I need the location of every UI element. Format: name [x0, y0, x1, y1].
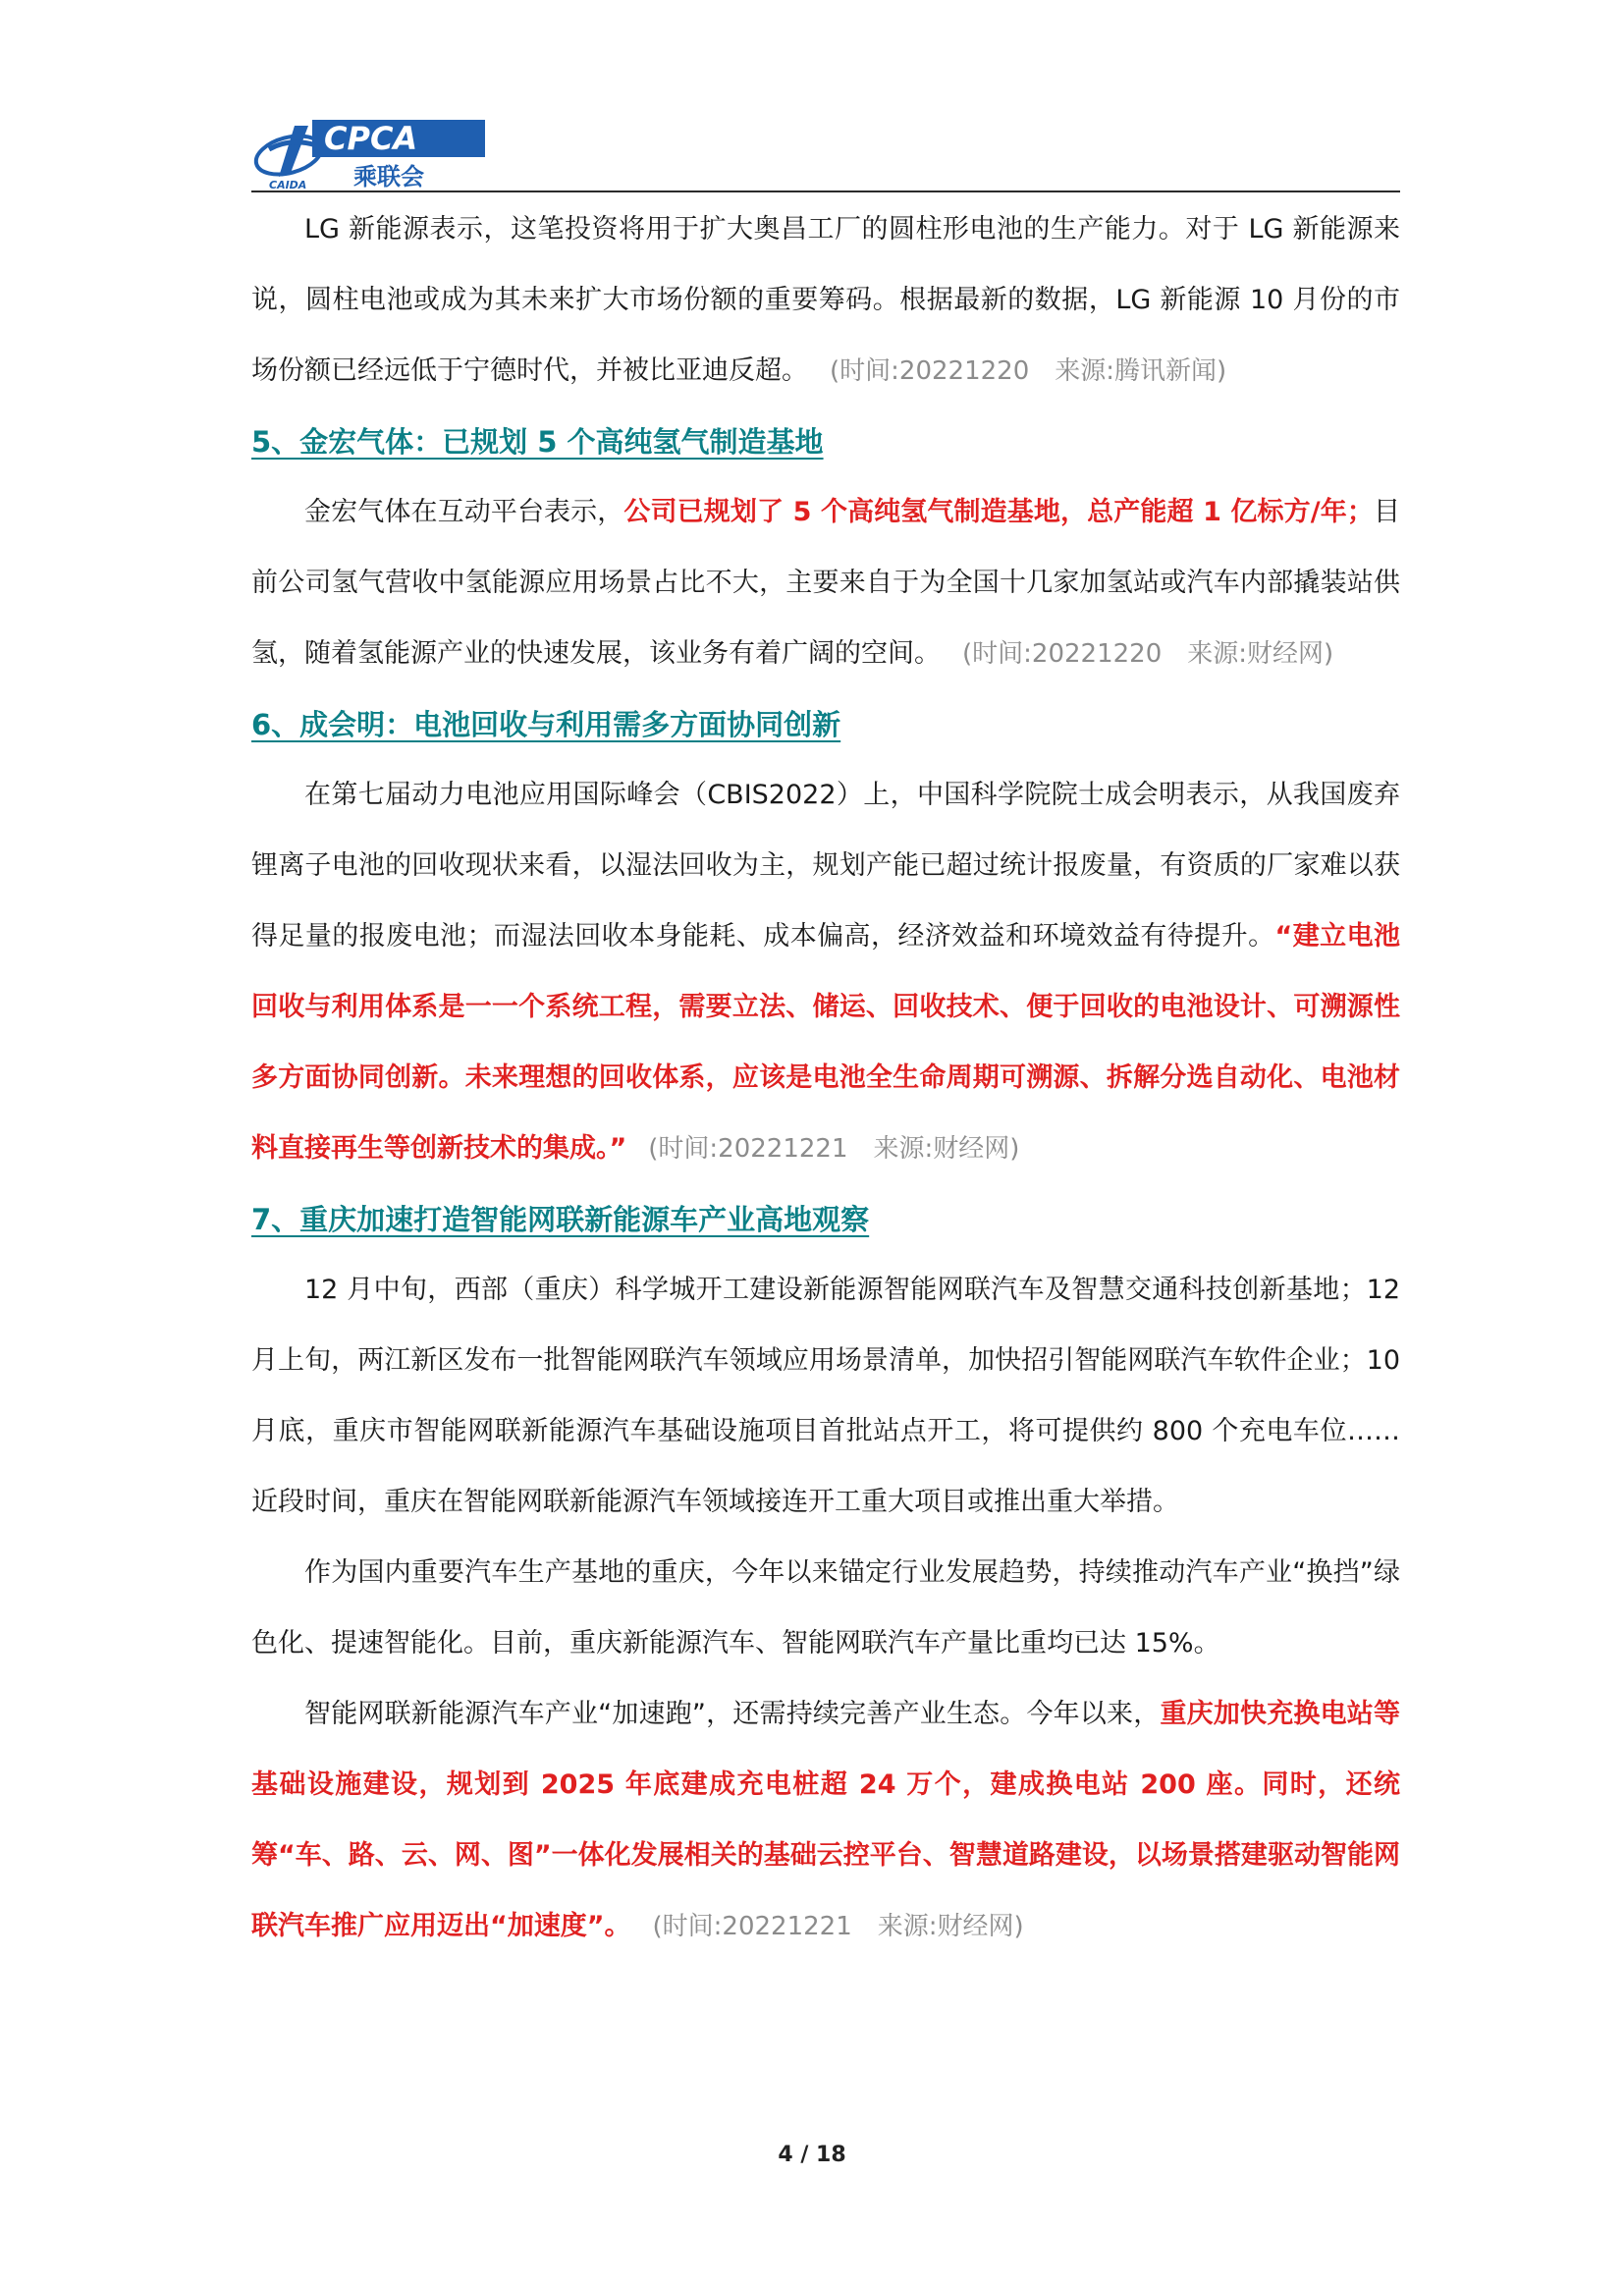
section-title-6: 6、成会明：电池回收与利用需多方面协同创新: [251, 708, 841, 741]
section-title-5: 5、金宏气体：已规划 5 个高纯氢气制造基地: [251, 425, 824, 459]
paragraph-chongqing-3: [251, 1679, 1400, 1962]
paragraph-emphasis: 公司已规划了 5 个高纯氢气制造基地，总产能超 1 亿标方/年；: [623, 497, 1374, 527]
source-name: 来源:财经网): [877, 1912, 1024, 1941]
paragraph-emphasis: 重庆加快充换电站等基础设施建设，规划到 2025 年底建成充电桩超 24 万个，建成换电站 200 座。同时，还统筹“车、路、云、网、图”一体化发展相关的基础云控平台、智慧道路建设，以场景搭建驱动智能网联汽车推广应用迈出“加速度”。: [251, 1699, 1401, 1941]
article-body: [251, 194, 1400, 1962]
paragraph-text: 目前公司氢气营收中氢能源应用场景占比不大，主要来自于为全国十几家加氢站或汽车内部撬装站供氢，随着氢能源产业的快速发展，该业务有着广阔的空间。: [251, 497, 1400, 669]
paragraph-lead: 在第七届动力电池应用国际峰会（CBIS2022）上，中国科学院院士成会明表示，从我国废弃锂离子电池的回收现状来看，以湿法回收为主，规划产能已超过统计报废量，有资质的厂家难以获得足量的报废电池；而湿法回收本身能耗、成本偏高，经济效益和环境效益有待提升。: [251, 780, 1400, 952]
paragraph-jinhong: [251, 477, 1400, 689]
header-rule: [251, 190, 1400, 192]
paragraph-chongqing-1: 12 月中旬，西部（重庆）科学城开工建设新能源智能网联汽车及智慧交通科技创新基地；12 月上旬，两江新区发布一批智能网联汽车领域应用场景清单，加快招引智能网联汽车软件企业；10 月底，重庆市智能网联新能源汽车基础设施项目首批站点开工，将可提供约 800 个充电车位……近段时间，重庆在智能网联新能源汽车领域接连开工重大项目或推出重大举措。: [251, 1275, 1400, 1517]
source-note: [648, 1134, 1019, 1164]
source-name: 来源:腾讯新闻): [1055, 356, 1227, 386]
source-note: [653, 1912, 1024, 1941]
paragraph-lead: 金宏气体在互动平台表示，: [304, 497, 624, 527]
paragraph-lg-energy: [251, 194, 1400, 407]
source-note: [962, 639, 1333, 669]
source-name: 来源:财经网): [1187, 639, 1334, 669]
source-time: (时间:20221220: [830, 356, 1030, 386]
source-time: (时间:20221221: [652, 1912, 852, 1941]
page-header: [251, 108, 1400, 190]
logo-text: CPCA: [324, 120, 418, 157]
logo-mark-text: CAIDA: [269, 179, 307, 190]
page-number: 4 / 18: [778, 2143, 846, 2167]
paragraph-chongqing-2: 作为国内重要汽车生产基地的重庆，今年以来锚定行业发展趋势，持续推动汽车产业“换挡”绿色化、提速智能化。目前，重庆新能源汽车、智能网联汽车产量比重均已达 15%。: [251, 1557, 1400, 1659]
paragraph-emphasis: “建立电池回收与利用体系是一一个系统工程，需要立法、储运、回收技术、便于回收的电池设计、可溯源性多方面协同创新。未来理想的回收体系，应该是电池全生命周期可溯源、拆解分选自动化、电池材料直接再生等创新技术的集成。”: [251, 921, 1400, 1164]
source-name: 来源:财经网): [873, 1134, 1020, 1164]
source-time: (时间:20221220: [962, 639, 1163, 669]
source-note: [830, 356, 1226, 386]
source-time: (时间:20221221: [648, 1134, 848, 1164]
paragraph-battery-recycling: [251, 760, 1400, 1184]
logo-subtext: 乘联会: [353, 163, 424, 190]
paragraph-lead: 智能网联新能源汽车产业“加速跑”，还需持续完善产业生态。今年以来，: [304, 1699, 1161, 1729]
paragraph-text: LG 新能源表示，这笔投资将用于扩大奥昌工厂的圆柱形电池的生产能力。对于 LG 新能源来说，圆柱电池或成为其未来扩大市场份额的重要筹码。根据最新的数据，LG 新能源 10 月份的市场份额已经远低于宁德时代，并被比亚迪反超。: [251, 214, 1400, 386]
section-title-7: 7、重庆加速打造智能网联新能源车产业高地观察: [251, 1203, 870, 1236]
cpca-logo: [251, 108, 487, 190]
